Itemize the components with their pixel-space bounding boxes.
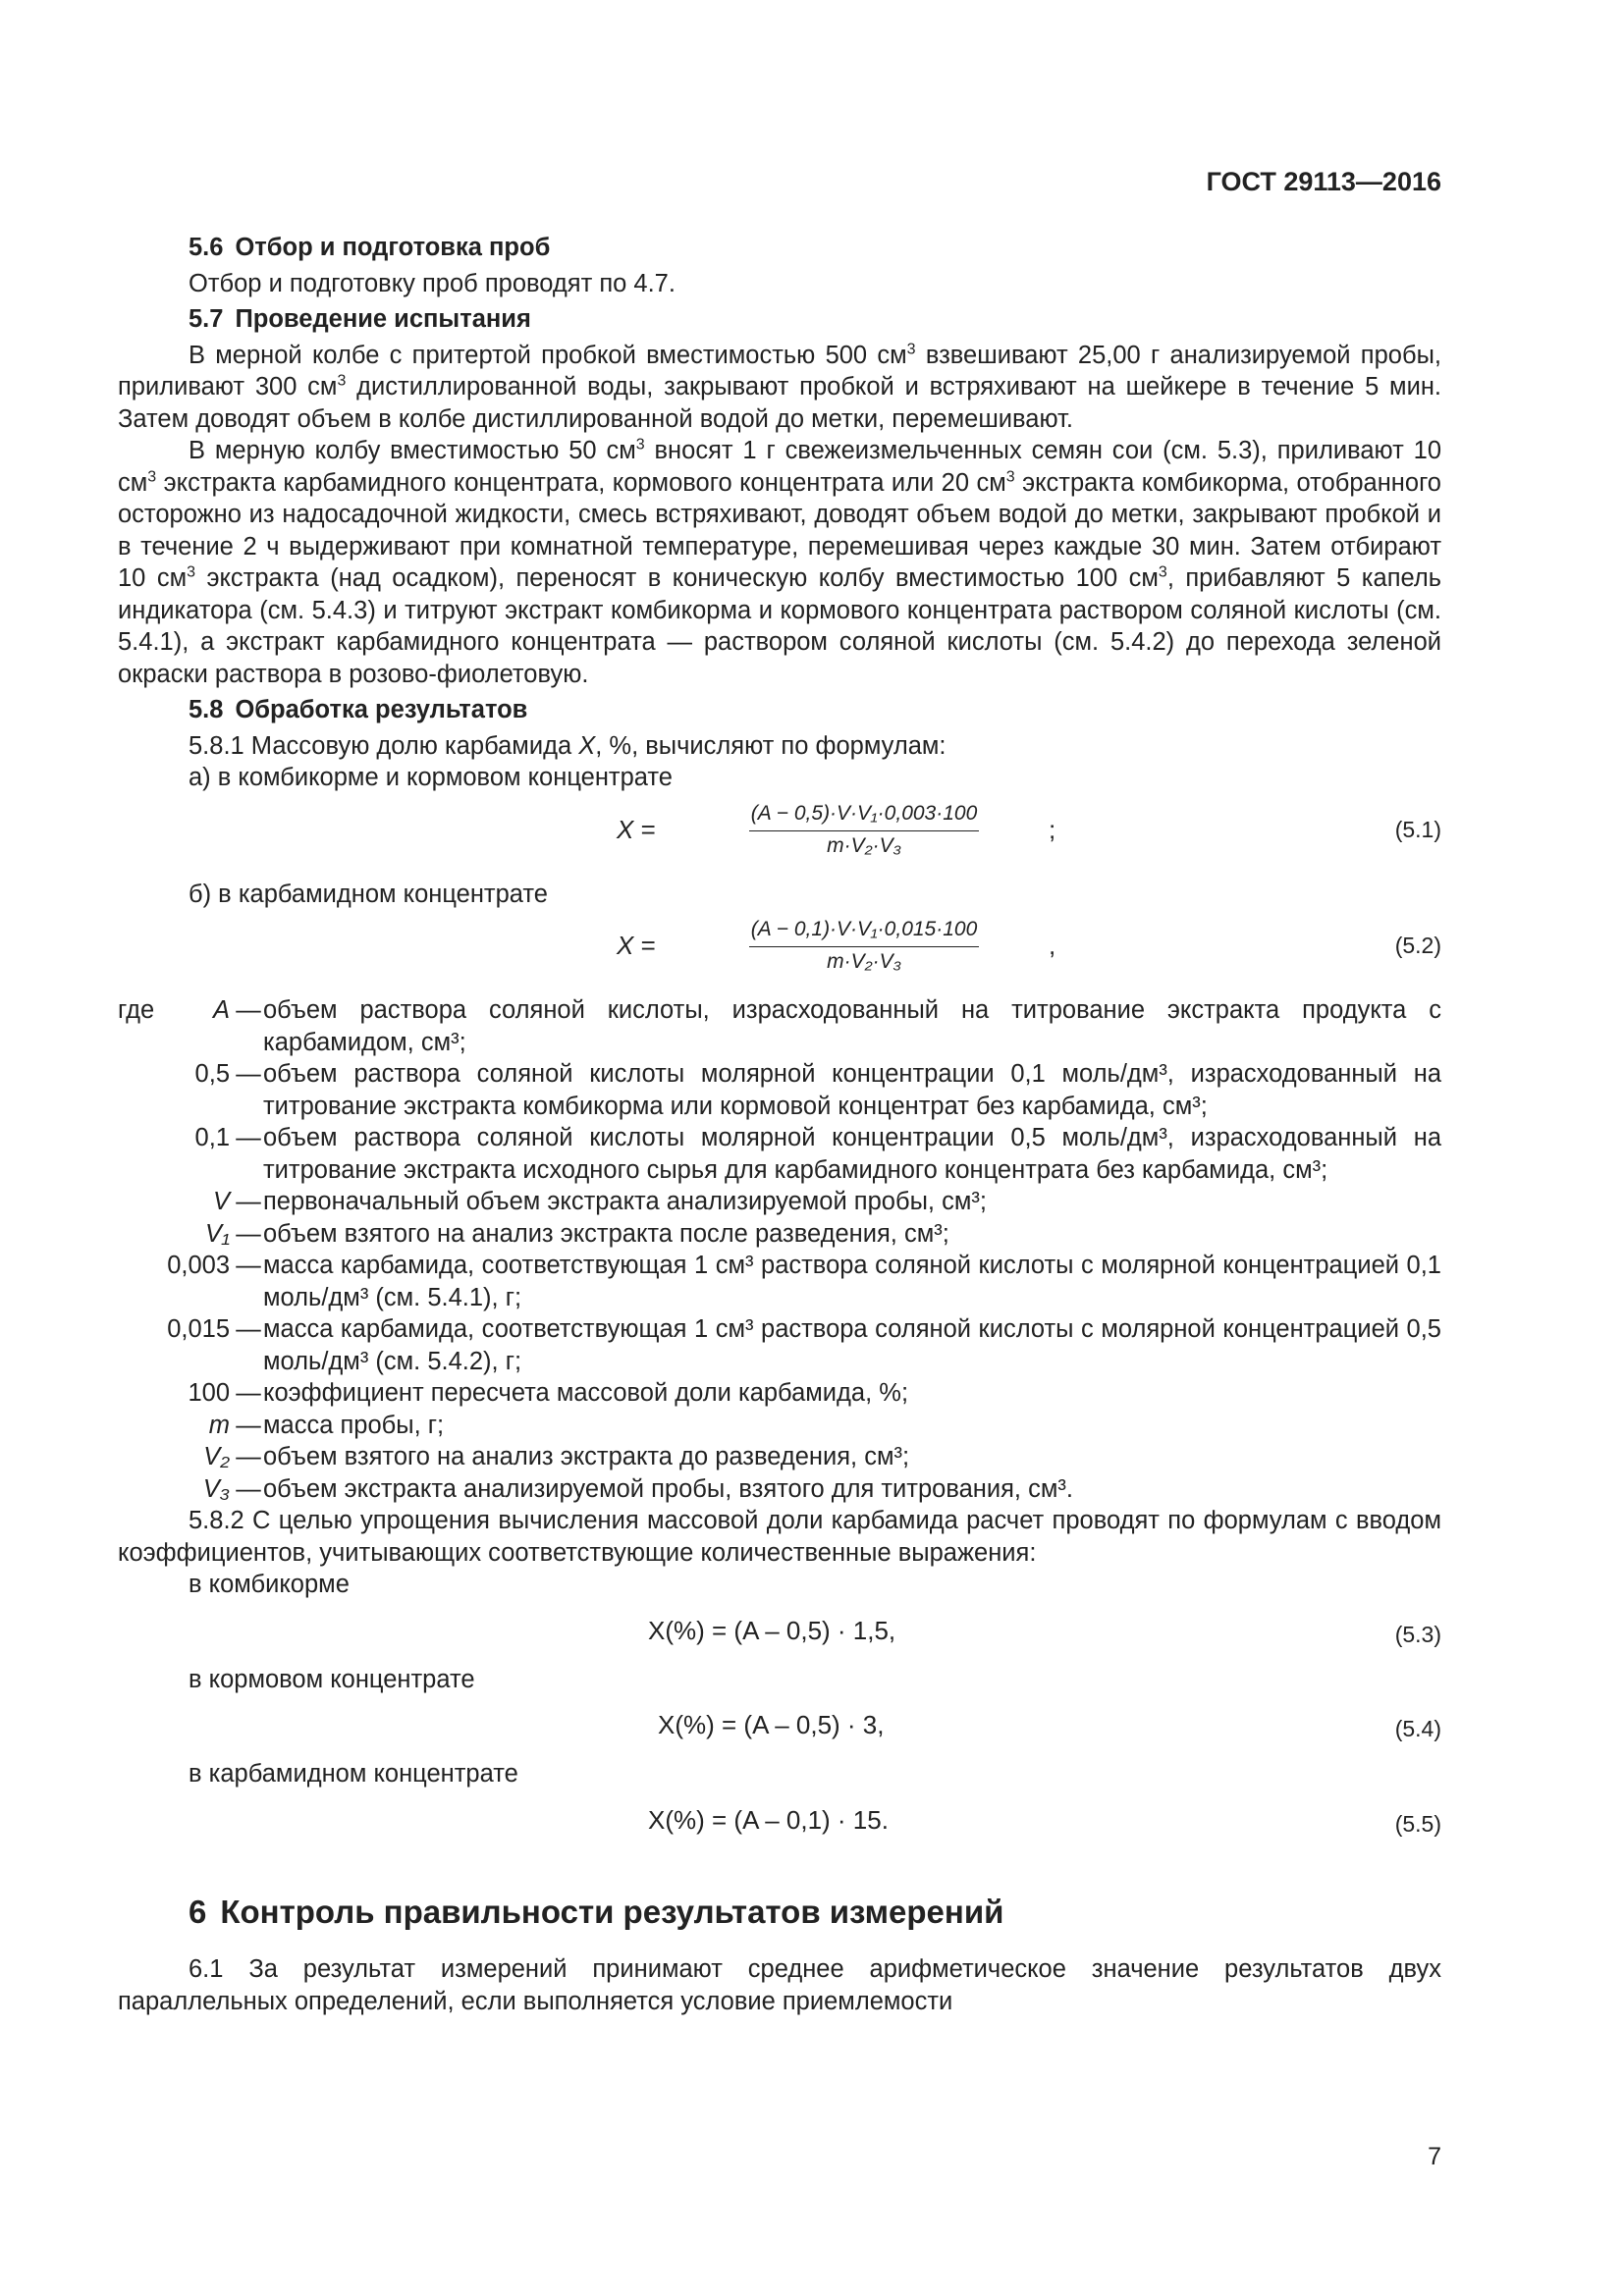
legend-dash: — [236, 1315, 261, 1343]
section-5-7-paragraph-1: В мерной колбе с притертой пробкой вместимостью 500 $см^3$ взвешивают 25,00 г анализируемой пробы, приливают 300 $см^3$ дистиллированной воды, закрывают пробкой и встряхивают на шейкере в течение 5 мин. Затем доводят объем в колбе дистиллированной водой до метки, перемешивают. [118, 341, 1441, 433]
legend-dash: — [236, 1379, 261, 1407]
formula-5-5: X(%) = (A – 0,1) · 15. (5.5) [648, 1804, 1441, 1837]
legend-description: объем раствора соляной кислоты молярной концентрации 0,5 моль/дм³, израсходованный на титрование экстракта исходного сырья для карбамидного концентрата без карбамида, см³; [263, 1124, 1441, 1184]
legend-dash: — [236, 1219, 261, 1248]
legend-symbol: V₂ [203, 1443, 230, 1470]
section-5-6-heading: 5.6 Отбор и подготовка проб [189, 234, 551, 261]
legend-symbol: 0,1 [194, 1124, 230, 1151]
formula-5-3: X(%) = (A – 0,5) · 1,5, (5.3) [648, 1615, 1441, 1647]
legend-symbol: V₁ [204, 1219, 230, 1248]
legend-dash: — [236, 1060, 261, 1088]
case-feed-concentrate-label: в кормовом концентрате [189, 1665, 475, 1693]
section-5-7-paragraph-2: В мерную колбу вместимостью 50 $см^3$ вносят 1 г свежеизмельченных семян сои (см. 5.3), приливают 10 $см^3$ экстракта карбамидного концентрата, кормового концентрата или 20 $см^3$ экстракта комбикорма, отобранного осторожно из надосадочной жидкости, смесь встряхивают, доводят объем водой до метки, закрывают пробкой и в течение 2 ч выдерживают при комнатной температуре, перемешивая через каждые 30 мин. Затем отбирают 10 $см^3$ экстракта (над осадком), переносят в коническую колбу вместимостью 100 $см^3$, прибавляют 5 капель индикатора (см. 5.4.3) и титруют экстракт комбикорма и кормового концентрата раствором соляной кислоты (см. 5.4.1), а экстракт карбамидного концентрата — раствором соляной кислоты (см. 5.4.2) до перехода зеленой окраски раствора в розово-фиолетовую. [118, 436, 1441, 688]
legend-description: первоначальный объем экстракта анализируемой пробы, см³; [263, 1188, 987, 1215]
legend-dash: — [236, 1443, 261, 1470]
legend-description: масса пробы, г; [263, 1411, 445, 1439]
legend-description: коэффициент пересчета массовой доли карбамида, %; [263, 1379, 909, 1407]
section-5-8-1-text: 5.8.1 Массовую долю карбамида X, %, вычисляют по формулам: [189, 731, 947, 760]
legend-dash: — [236, 1411, 261, 1439]
item-b: б) в карбамидном концентрате [189, 880, 548, 908]
case-carbamide-concentrate-label: в карбамидном концентрате [189, 1760, 518, 1788]
formula-5-2: X = $\frac{\text{(A − 0,1)·V·V₁·0,015·100}}{\text{m·V₂·V₃}}$ , (5.2) [118, 914, 1441, 987]
where-label: где [118, 996, 155, 1024]
legend-dash: — [236, 1252, 261, 1279]
variable-legend [118, 994, 1441, 1505]
legend-symbol: m [208, 1411, 230, 1439]
legend-symbol: 100 [188, 1379, 230, 1407]
formula-5-4: X(%) = (A – 0,5) · 3, (5.4) [658, 1710, 1441, 1741]
section-5-7-heading: 5.7 Проведение испытания [189, 305, 531, 333]
legend-description: масса карбамида, соответствующая 1 см³ раствора соляной кислоты с молярной концентрацией 0,5 моль/дм³ (см. 5.4.2), г; [263, 1315, 1441, 1375]
section-6-heading: 6 Контроль правильности результатов измерений [189, 1893, 1004, 1930]
legend-description: объем взятого на анализ экстракта до разведения, см³; [263, 1443, 910, 1470]
legend-dash: — [236, 996, 261, 1024]
page-number: 7 [1428, 2143, 1441, 2170]
section-5-8-2-text: 5.8.2 С целью упрощения вычисления массовой доли карбамида расчет проводят по формулам с вводом коэффициентов, учитывающих соответствующие количественные выражения: [118, 1507, 1441, 1567]
legend-symbol: 0,5 [194, 1060, 230, 1088]
legend-dash: — [236, 1474, 261, 1503]
legend-dash: — [236, 1188, 261, 1215]
section-6-1-text: 6.1 За результат измерений принимают среднее арифметическое значение результатов двух параллельных определений, если выполняется условие приемлемости [118, 1955, 1441, 2015]
main-text [118, 232, 1441, 2017]
case-combifeed-label: в комбикорме [189, 1571, 350, 1598]
item-a: а) в комбикорме и кормовом концентрате [189, 764, 673, 791]
legend-description: объем взятого на анализ экстракта после разведения, см³; [263, 1219, 949, 1248]
legend-symbol: 0,015 [167, 1315, 230, 1343]
section-5-6-text: Отбор и подготовку проб проводят по 4.7. [189, 269, 676, 297]
section-5-8-heading: 5.8 Обработка результатов [189, 696, 528, 723]
legend-symbol: V [212, 1188, 230, 1215]
legend-description: масса карбамида, соответствующая 1 см³ раствора соляной кислоты с молярной концентрацией 0,1 моль/дм³ (см. 5.4.1), г; [263, 1252, 1441, 1311]
legend-symbol: 0,003 [167, 1252, 230, 1279]
legend-description: объем экстракта анализируемой пробы, взятого для титрования, см³. [263, 1474, 1073, 1503]
legend-symbol: где A [118, 994, 234, 1058]
formula-5-1: X = $\frac{\text{(A − 0,5)·V·V₁·0,003·100}}{\text{m·V₂·V₃}}$ ; (5.1) [118, 798, 1441, 871]
document-code: ГОСТ 29113—2016 [1206, 167, 1441, 196]
legend-description: объем раствора соляной кислоты молярной концентрации 0,1 моль/дм³, израсходованный на титрование экстракта комбикорма или кормовой концентрат без карбамида, см³; [263, 1060, 1441, 1120]
legend-description: объем раствора соляной кислоты, израсходованный на титрование экстракта продукта с карбамидом, см³; [263, 996, 1441, 1056]
legend-dash: — [236, 1124, 261, 1151]
legend-symbol: V₃ [202, 1474, 230, 1503]
